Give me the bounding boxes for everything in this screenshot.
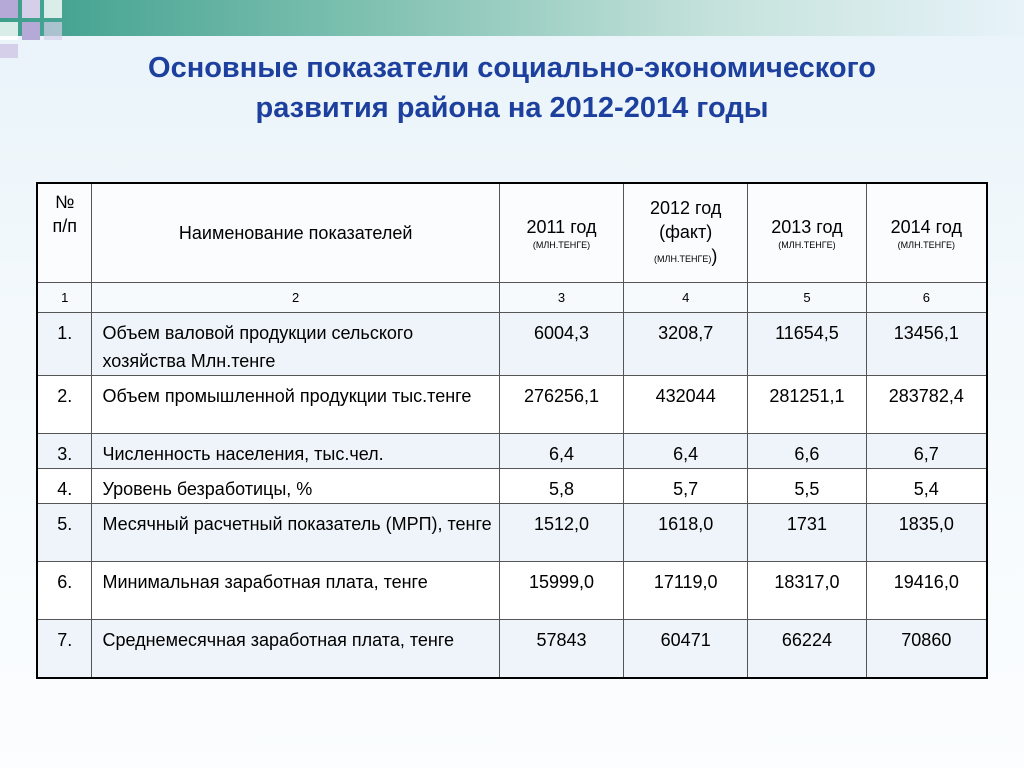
row-value-2011: 15999,0 (499, 562, 623, 620)
row-number: 6. (37, 562, 92, 620)
row-indicator-name: Минимальная заработная плата, тенге (92, 562, 499, 620)
header-year-2014-label: 2014 год (890, 217, 962, 237)
row-value-2012: 5,7 (624, 469, 748, 504)
header-year-2012 (624, 183, 748, 283)
row-number: 3. (37, 434, 92, 469)
header-year-2012-fact: (факт) (659, 221, 713, 242)
page-title (40, 48, 984, 128)
row-value-2014: 5,4 (866, 469, 987, 504)
row-number: 1. (37, 313, 92, 376)
table-row (37, 376, 987, 434)
header-year-2012-label: 2012 год (650, 197, 722, 218)
row-indicator-name: Объем промышленной продукции тыс.тенге (92, 376, 499, 434)
row-value-2012: 1618,0 (624, 504, 748, 562)
header-year-2011 (499, 183, 623, 283)
row-value-2012: 6,4 (624, 434, 748, 469)
title-line-1: Основные показатели социально-экономического (148, 52, 876, 84)
row-indicator-name: Среднемесячная заработная плата, тенге (92, 620, 499, 678)
row-value-2013: 281251,1 (748, 376, 866, 434)
table-header-row (37, 183, 987, 283)
row-number: 7. (37, 620, 92, 678)
column-index-cell: 3 (499, 283, 623, 313)
row-value-2011: 6004,3 (499, 313, 623, 376)
row-number: 5. (37, 504, 92, 562)
header-year-2013 (748, 183, 866, 283)
header-number (37, 183, 92, 283)
row-value-2013: 11654,5 (748, 313, 866, 376)
column-index-cell: 6 (866, 283, 987, 313)
row-value-2012: 17119,0 (624, 562, 748, 620)
row-value-2011: 6,4 (499, 434, 623, 469)
row-value-2013: 6,6 (748, 434, 866, 469)
row-value-2013: 18317,0 (748, 562, 866, 620)
top-decorative-band (0, 0, 1024, 36)
row-value-2011: 276256,1 (499, 376, 623, 434)
header-year-2011-unit: (МЛН.ТЕНГЕ) (532, 240, 591, 250)
header-year-2013-unit: (МЛН.ТЕНГЕ) (778, 240, 836, 250)
table-row (37, 313, 987, 376)
header-year-2011-label: 2011 год (526, 217, 597, 237)
table-row (37, 469, 987, 504)
row-value-2011: 1512,0 (499, 504, 623, 562)
row-value-2011: 5,8 (499, 469, 623, 504)
row-value-2014: 1835,0 (866, 504, 987, 562)
row-indicator-name: Уровень безработицы, % (92, 469, 499, 504)
table-row (37, 562, 987, 620)
header-number-label: п/п (52, 216, 77, 236)
table-row (37, 620, 987, 678)
indicators-table (36, 182, 988, 679)
row-value-2014: 283782,4 (866, 376, 987, 434)
header-year-2014 (866, 183, 987, 283)
header-year-2012-unit: (МЛН.ТЕНГЕ) (654, 253, 712, 264)
header-year-2012-paren: ) (711, 245, 718, 266)
row-value-2014: 13456,1 (866, 313, 987, 376)
table-row (37, 434, 987, 469)
row-value-2014: 19416,0 (866, 562, 987, 620)
row-value-2012: 432044 (624, 376, 748, 434)
row-value-2012: 60471 (624, 620, 748, 678)
column-index-cell: 2 (92, 283, 499, 313)
table-row (37, 504, 987, 562)
header-year-2013-label: 2013 год (771, 217, 843, 237)
row-indicator-name: Объем валовой продукции сельского хозяйства Млн.тенге (92, 313, 499, 376)
column-index-cell: 4 (624, 283, 748, 313)
row-indicator-name: Месячный расчетный показатель (МРП), тенге (92, 504, 499, 562)
row-value-2013: 1731 (748, 504, 866, 562)
row-value-2011: 57843 (499, 620, 623, 678)
row-number: 4. (37, 469, 92, 504)
row-value-2013: 66224 (748, 620, 866, 678)
row-value-2014: 70860 (866, 620, 987, 678)
column-index-row (37, 283, 987, 313)
header-number-symbol: № (55, 192, 75, 212)
column-index-cell: 5 (748, 283, 866, 313)
header-indicator-name: Наименование показателей (92, 183, 499, 283)
row-value-2013: 5,5 (748, 469, 866, 504)
row-value-2012: 3208,7 (624, 313, 748, 376)
title-line-2: развития района на 2012-2014 годы (255, 92, 769, 124)
row-indicator-name: Численность населения, тыс.чел. (92, 434, 499, 469)
row-number: 2. (37, 376, 92, 434)
header-year-2014-unit: (МЛН.ТЕНГЕ) (897, 240, 955, 250)
row-value-2014: 6,7 (866, 434, 987, 469)
column-index-cell: 1 (37, 283, 92, 313)
